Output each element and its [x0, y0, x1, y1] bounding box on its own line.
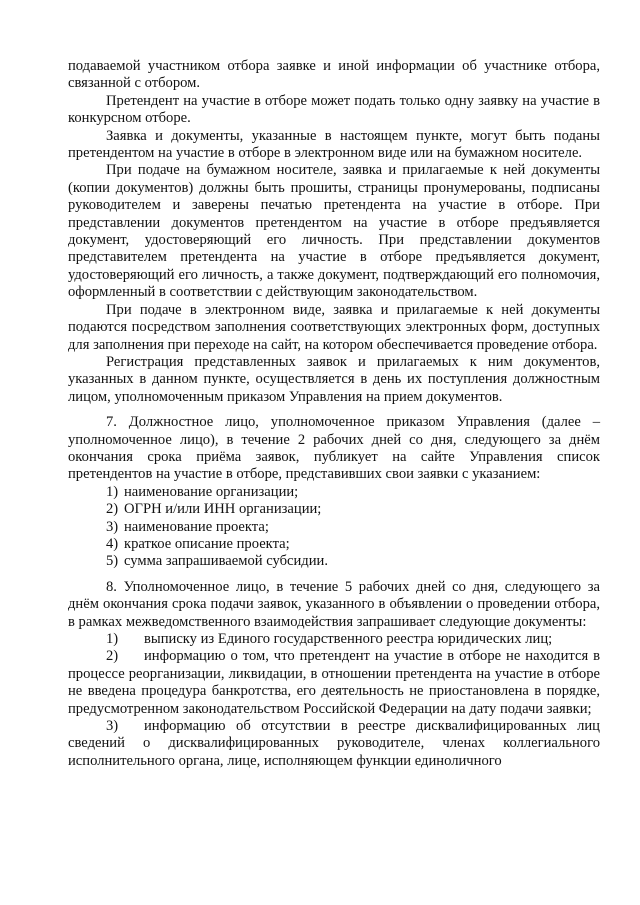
paragraph-electronic-submission: При подаче в электронном виде, заявка и прилагаемые к ней документы подаются посредством заполнения соответствующих электронных форм, доступных для заполнения при переходе на сайт, на котором обеспечивается проведение отбора.	[68, 301, 600, 353]
list-number: 2)	[106, 501, 119, 518]
list-item	[68, 501, 600, 518]
list-item	[68, 536, 600, 553]
list-item	[68, 519, 600, 536]
list-item	[68, 648, 600, 718]
list-number: 4)	[106, 535, 119, 552]
clause-7-list	[68, 484, 600, 571]
list-item	[68, 631, 600, 648]
paragraph-clause-8: 8. Уполномоченное лицо, в течение 5 рабочих дней со дня, следующего за днём окончания срока подачи заявок, указанного в объявлении о проведении отбора, в рамках межведомственного взаимодействия запрашивает следующие документы:	[68, 578, 600, 630]
list-text: краткое описание проекта;	[124, 535, 290, 552]
clause-8-list	[68, 631, 600, 770]
list-number: 1)	[106, 631, 119, 647]
paragraph-paper-submission: При подаче на бумажном носителе, заявка и прилагаемые к ней документы (копии документов) должны быть прошиты, страницы пронумерованы, подписаны руководителем и заверены печатью претендента на участие в отборе. При представлении документов претендентом на участие в отборе предъявляется документ, удостоверяющий его личность. При представлении документов представителем претендента на участие в отборе предъявляется документ, удостоверяющий его личность, а также документ, подтверждающий его полномочия, оформленный в соответствии с действующим законодательством.	[68, 162, 600, 301]
list-number: 2)	[106, 648, 119, 665]
list-number: 3)	[106, 518, 119, 535]
list-text: выписку из Единого государственного реестра юридических лиц;	[144, 631, 553, 647]
list-number: 1)	[106, 483, 119, 500]
document-page	[68, 58, 600, 770]
paragraph-registration: Регистрация представленных заявок и прилагаемых к ним документов, указанных в данном пункте, осуществляется в день их поступления должностным лицом, уполномоченным приказом Управления на прием документов.	[68, 353, 600, 405]
paragraph-submission-forms: Заявка и документы, указанные в настоящем пункте, могут быть поданы претендентом на участие в отборе в электронном виде или на бумажном носителе.	[68, 127, 600, 162]
list-text: информацию о том, что претендент на участие в отборе не находится в процессе реорганизации, ликвидации, в отношении претендента на участие в отборе не введена процедура банкротства, его деятельность не приостановлена в порядке, предусмотренном законодательством Российской Федерации на дату подачи заявки;	[68, 648, 600, 717]
list-text: наименование проекта;	[124, 518, 269, 535]
list-text: наименование организации;	[124, 483, 299, 500]
list-number: 5)	[106, 553, 119, 570]
paragraph-clause-7: 7. Должностное лицо, уполномоченное приказом Управления (далее – уполномоченное лицо), в течение 2 рабочих дней со дня, следующего за днём окончания срока приёма заявок, публикует на сайте Управления список претендентов на участие в отборе, представивших свои заявки с указанием:	[68, 414, 600, 483]
list-item	[68, 484, 600, 501]
list-item	[68, 718, 600, 770]
list-number: 3)	[106, 718, 119, 735]
paragraph-continuation: подаваемой участником отбора заявке и иной информации об участнике отбора, связанной с отбором.	[68, 58, 600, 92]
list-item	[68, 553, 600, 570]
paragraph-one-application: Претендент на участие в отборе может подать только одну заявку на участие в конкурсном отборе.	[68, 92, 600, 127]
list-text: сумма запрашиваемой субсидии.	[124, 553, 329, 570]
list-text: информацию об отсутствии в реестре дисквалифицированных лиц сведений о дисквалифицированных руководителе, членах коллегиального исполнительного органа, лице, исполняющем функции единоличного	[68, 718, 600, 769]
list-text: ОГРН и/или ИНН организации;	[124, 501, 322, 518]
